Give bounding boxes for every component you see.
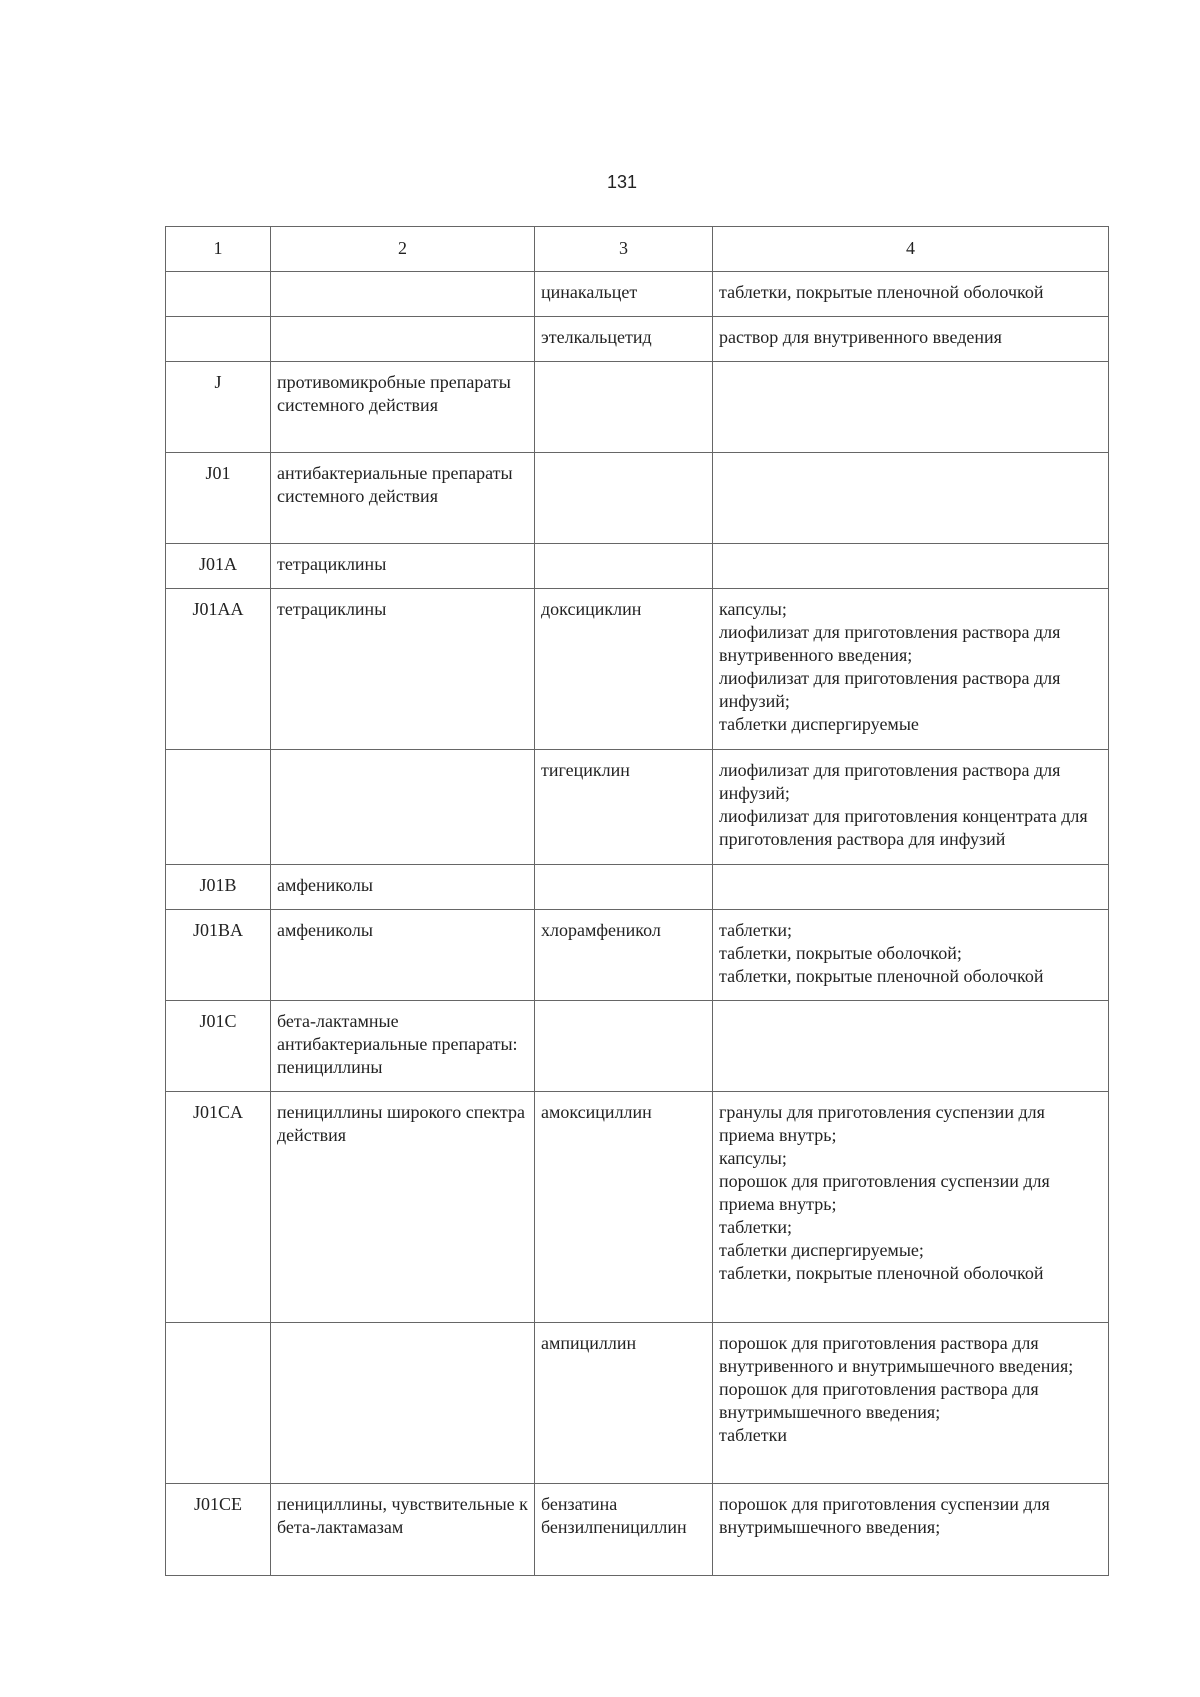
dosage-form-line: лиофилизат для приготовления раствора для инфузий; (719, 760, 1061, 803)
group-name-cell (271, 1323, 535, 1484)
table-row (166, 1001, 1109, 1092)
dosage-form-line: капсулы; (719, 1148, 787, 1168)
table-row (166, 910, 1109, 1001)
group-name-cell: пенициллины широкого спектра действия (271, 1092, 535, 1323)
dosage-form-line: таблетки диспергируемые; (719, 1240, 924, 1260)
group-name-cell: тетрациклины (271, 589, 535, 750)
dosage-form-line: таблетки, покрытые оболочкой; (719, 943, 962, 963)
table-row (166, 272, 1109, 317)
substance-cell (535, 1001, 713, 1092)
dosage-form-line: таблетки, покрытые пленочной оболочкой (719, 1263, 1044, 1283)
dosage-form-line: порошок для приготовления раствора для внутримышечного введения; (719, 1379, 1039, 1422)
dosage-form-line: таблетки; (719, 1217, 793, 1237)
substance-cell (535, 544, 713, 589)
substance-cell: тигециклин (535, 750, 713, 865)
dosage-form-line: таблетки, покрытые пленочной оболочкой (719, 966, 1044, 986)
dosage-form-line: раствор для внутривенного введения (719, 327, 1002, 347)
dosage-form-line: таблетки диспергируемые (719, 714, 919, 734)
dosage-forms-cell (713, 1484, 1109, 1576)
atc-code-cell: J01CA (166, 1092, 271, 1323)
header-cell: 3 (535, 227, 713, 272)
table-row (166, 589, 1109, 750)
substance-cell: доксициклин (535, 589, 713, 750)
atc-code-cell (166, 1323, 271, 1484)
atc-code-cell (166, 317, 271, 362)
dosage-forms-cell (713, 1323, 1109, 1484)
substance-cell (535, 362, 713, 453)
header-cell: 2 (271, 227, 535, 272)
dosage-forms-cell (713, 453, 1109, 544)
dosage-form-line: лиофилизат для приготовления концентрата для приготовления раствора для инфузий (719, 806, 1088, 849)
group-name-cell: амфениколы (271, 910, 535, 1001)
dosage-forms-cell (713, 865, 1109, 910)
table-row (166, 362, 1109, 453)
atc-code-cell: J01 (166, 453, 271, 544)
table-row (166, 544, 1109, 589)
dosage-form-line: таблетки; (719, 920, 793, 940)
table-row (166, 750, 1109, 865)
dosage-forms-cell (713, 317, 1109, 362)
group-name-cell: тетрациклины (271, 544, 535, 589)
table-row (166, 453, 1109, 544)
atc-code-cell: J01B (166, 865, 271, 910)
drug-table (165, 226, 1109, 1576)
substance-cell (535, 865, 713, 910)
dosage-forms-cell (713, 272, 1109, 317)
substance-cell: ампициллин (535, 1323, 713, 1484)
table-row (166, 317, 1109, 362)
atc-code-cell: J01A (166, 544, 271, 589)
dosage-form-line: порошок для приготовления суспензии для приема внутрь; (719, 1171, 1050, 1214)
dosage-form-line: капсулы; (719, 599, 787, 619)
substance-cell: цинакальцет (535, 272, 713, 317)
dosage-form-line: таблетки, покрытые пленочной оболочкой (719, 282, 1044, 302)
dosage-forms-cell (713, 362, 1109, 453)
substance-cell (535, 453, 713, 544)
group-name-cell (271, 272, 535, 317)
dosage-forms-cell (713, 910, 1109, 1001)
page-number: 131 (606, 172, 638, 192)
dosage-form-line: гранулы для приготовления суспензии для приема внутрь; (719, 1102, 1045, 1145)
group-name-cell: бета-лактамные антибактериальные препараты: пенициллины (271, 1001, 535, 1092)
dosage-form-line: лиофилизат для приготовления раствора для внутривенного введения; (719, 622, 1061, 665)
atc-code-cell: J01C (166, 1001, 271, 1092)
table-row (166, 865, 1109, 910)
table-header-row (166, 227, 1109, 272)
substance-cell: амоксициллин (535, 1092, 713, 1323)
substance-cell: хлорамфеникол (535, 910, 713, 1001)
atc-code-cell (166, 750, 271, 865)
group-name-cell: противомикробные препараты системного действия (271, 362, 535, 453)
atc-code-cell: J01AA (166, 589, 271, 750)
table-row (166, 1092, 1109, 1323)
group-name-cell: антибактериальные препараты системного действия (271, 453, 535, 544)
dosage-forms-cell (713, 544, 1109, 589)
dosage-form-line: порошок для приготовления раствора для внутривенного и внутримышечного введения; (719, 1333, 1074, 1376)
group-name-cell: пенициллины, чувствительные к бета-лактамазам (271, 1484, 535, 1576)
dosage-form-line: таблетки (719, 1425, 788, 1445)
dosage-forms-cell (713, 1001, 1109, 1092)
substance-cell: этелкальцетид (535, 317, 713, 362)
dosage-forms-cell (713, 750, 1109, 865)
group-name-cell (271, 317, 535, 362)
dosage-form-line: лиофилизат для приготовления раствора для инфузий; (719, 668, 1061, 711)
table-row (166, 1323, 1109, 1484)
header-cell: 1 (166, 227, 271, 272)
dosage-form-line: порошок для приготовления суспензии для внутримышечного введения; (719, 1494, 1050, 1537)
atc-code-cell: J01CE (166, 1484, 271, 1576)
atc-code-cell (166, 272, 271, 317)
atc-code-cell: J (166, 362, 271, 453)
dosage-forms-cell (713, 1092, 1109, 1323)
group-name-cell: амфениколы (271, 865, 535, 910)
table-row (166, 1484, 1109, 1576)
atc-code-cell: J01BA (166, 910, 271, 1001)
dosage-forms-cell (713, 589, 1109, 750)
group-name-cell (271, 750, 535, 865)
substance-cell: бензатина бензилпенициллин (535, 1484, 713, 1576)
header-cell: 4 (713, 227, 1109, 272)
